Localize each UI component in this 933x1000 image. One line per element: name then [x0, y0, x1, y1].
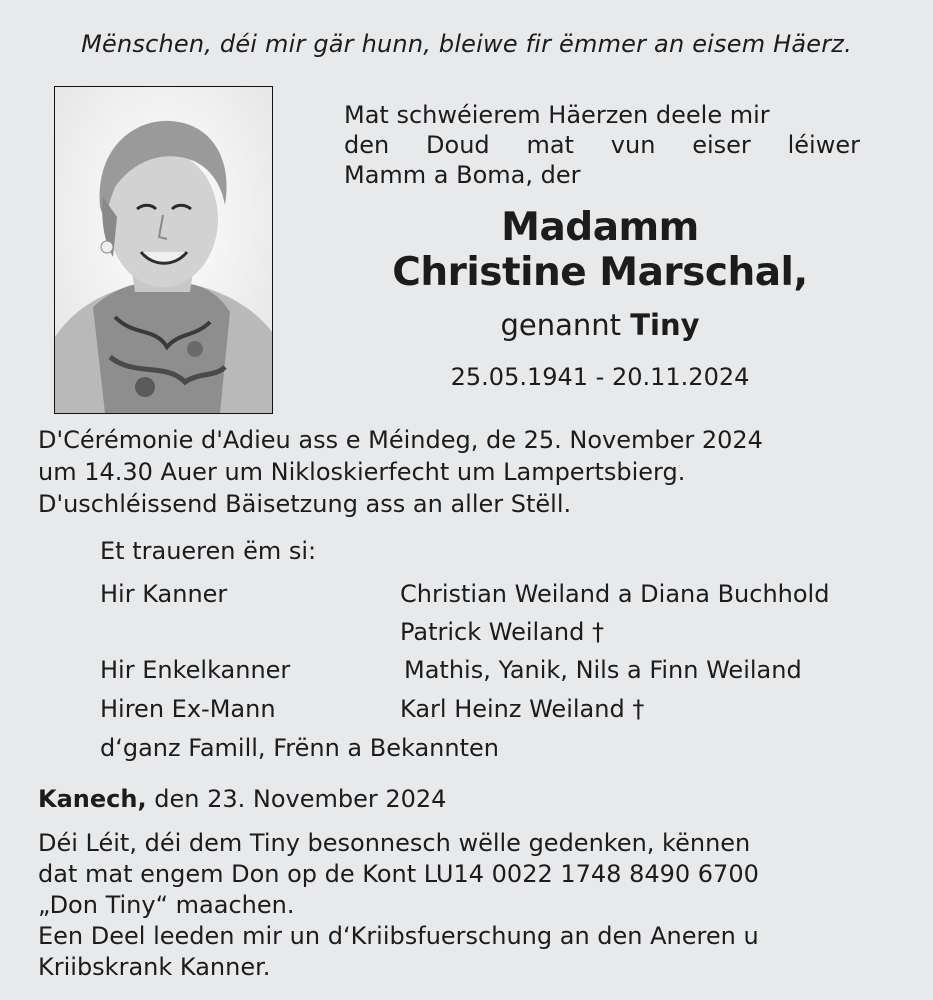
place-date [38, 784, 446, 814]
intro-text [344, 100, 860, 190]
grandchildren-names: Mathis, Yanik, Nils a Finn Weiland [404, 656, 802, 684]
donation-line: dat mat engem Don op de Kont LU14 0022 1748 8490 6700 [38, 860, 759, 888]
notice-date: den 23. November 2024 [154, 785, 447, 813]
deceased-nickname [340, 305, 860, 345]
exhusband-name: Karl Heinz Weiland † [400, 695, 645, 723]
intro-line: den Doud mat vun eiser léiwer [344, 131, 860, 159]
ceremony-line: D'uschléissend Bäisetzung ass an aller Stëll. [38, 490, 572, 518]
portrait-photo [54, 86, 273, 414]
family-friends: d‘ganz Famill, Frënn a Bekannten [100, 734, 499, 762]
portrait-illustration [55, 87, 272, 413]
ceremony-info [38, 424, 898, 520]
donation-line: Kriibskrank Kanner. [38, 953, 271, 981]
ceremony-line: um 14.30 Auer um Nikloskierfecht um Lampertsbierg. [38, 458, 686, 486]
donation-line: „Don Tiny“ maachen. [38, 891, 295, 919]
deceased-title: Madamm [501, 205, 699, 250]
children-names: Christian Weiland a Diana Buchhold [400, 580, 830, 608]
intro-line: Mamm a Boma, der [344, 161, 581, 189]
place-name: Kanech, [38, 785, 147, 813]
ceremony-line: D'Cérémonie d'Adieu ass e Méindeg, de 25. November 2024 [38, 426, 763, 454]
life-dates: 25.05.1941 - 20.11.2024 [450, 363, 750, 391]
donation-line: Déi Léit, déi dem Tiny besonnesch wëlle gedenken, kënnen [38, 829, 751, 857]
nickname-value: Tiny [630, 308, 700, 342]
donation-line: Een Deel leeden mir un d‘Kriibsfuerschung an den Aneren u [38, 922, 759, 950]
deceased-name: Christine Marschal, [392, 250, 808, 295]
donation-info [38, 828, 898, 983]
nickname-prefix: genannt [500, 308, 622, 342]
exhusband-label: Hiren Ex-Mann [100, 695, 276, 723]
children-names: Patrick Weiland † [400, 618, 604, 646]
grandchildren-label: Hir Enkelkanner [100, 656, 291, 684]
mourners-heading: Et traueren ëm si: [100, 537, 317, 565]
intro-line: Mat schwéierem Häerzen deele mir [344, 101, 770, 129]
children-label: Hir Kanner [100, 580, 228, 608]
motto: Mënschen, déi mir gär hunn, bleiwe fir ëmmer an eisem Häerz. [81, 30, 852, 58]
